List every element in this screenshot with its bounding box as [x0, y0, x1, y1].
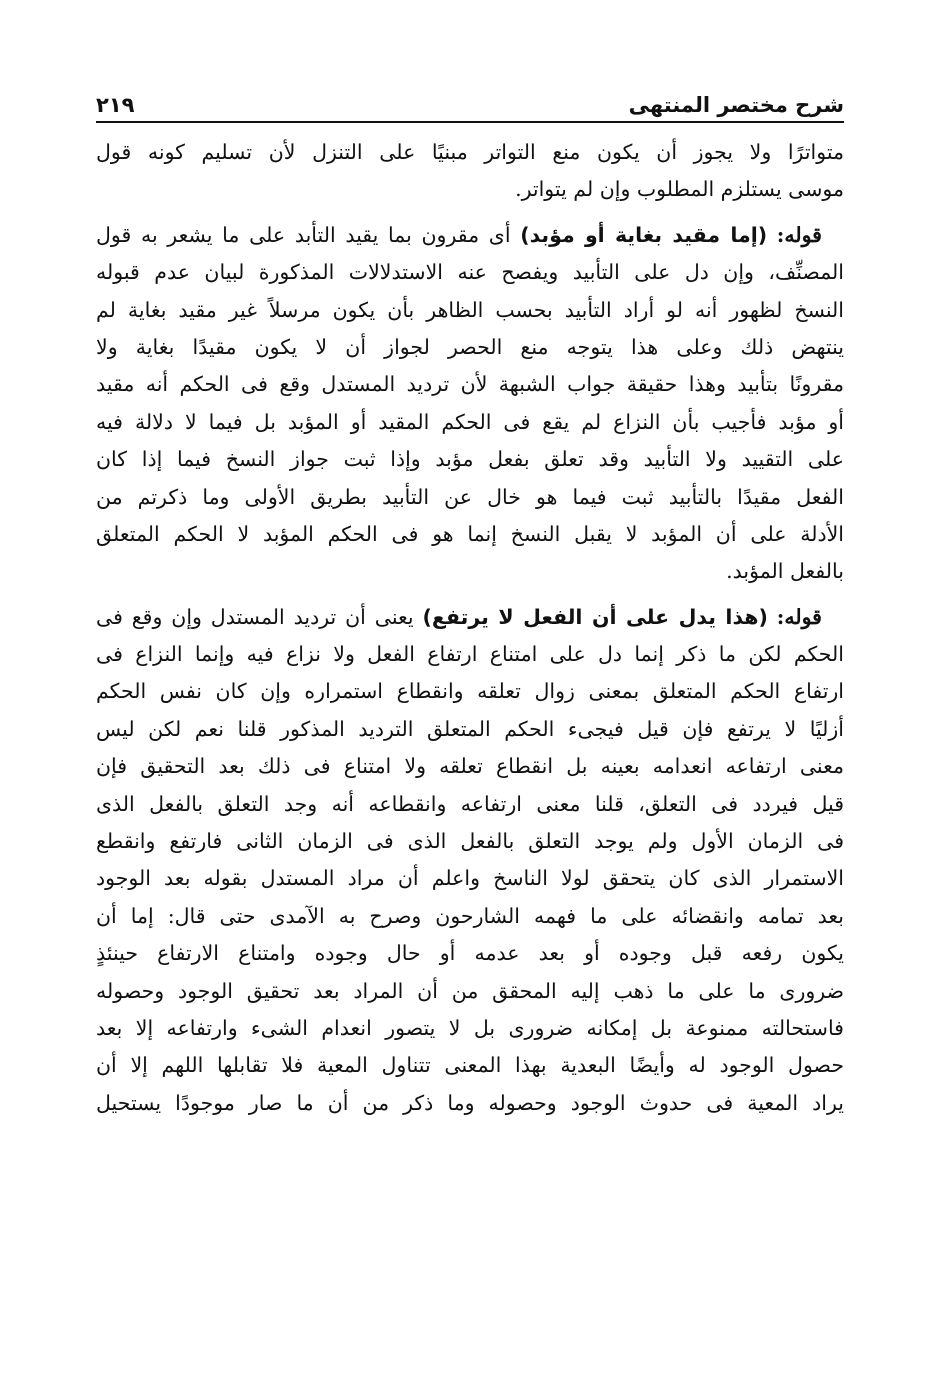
quoted-text: (إما مقيد بغاية أو مؤبد) — [520, 222, 768, 247]
paragraph-3 — [96, 599, 844, 1122]
line-text: يعنى أن ترديد المستدل وإن وقع فى — [96, 604, 414, 629]
text-line: حصول الوجود له وأيضًا البعدية بهذا المعنى تتناول المعية فلا تقابلها اللهم إلا أن — [96, 1053, 844, 1078]
text-line: متواترًا ولا يجوز أن يكون منع التواتر مبنيًا على التنزل لأن تسليم كونه قول — [96, 140, 844, 164]
text-line: فى الزمان الأول ولم يوجد التعلق بالفعل الذى فى الزمان الثانى فارتفع وانقطع — [96, 829, 844, 854]
paragraph-2 — [96, 217, 844, 591]
text-line: موسى يستلزم المطلوب وإن لم يتواتر. — [515, 177, 844, 202]
paragraph-label: قوله: — [776, 604, 822, 629]
body-text — [96, 134, 844, 1130]
text-line: ارتفاع الحكم المتعلق بمعنى زوال تعلقه وانقطاع استمراره وإن كان نفس الحكم — [96, 679, 844, 704]
text-line: الأدلة على أن المؤبد لا يقبل النسخ إنما هو فى الحكم المؤبد لا الحكم المتعلق — [96, 521, 844, 546]
text-line: ضرورى ما على ما ذهب إليه المحقق من أن المراد بعد تحقيق الوجود وحصوله — [96, 978, 844, 1003]
text-line: الحكم لكن ما ذكر إنما دل على امتناع ارتفاع الفعل ولا نزاع فيه وإنما النزاع فى — [96, 642, 844, 667]
line-text: أى مقرون بما يقيد التأبد على ما يشعر به قول — [96, 222, 511, 247]
text-line: فاستحالته ممنوعة بل إمكانه ضرورى بل لا يتصور انعدام الشىء وارتفاعه إلا بعد — [96, 1015, 844, 1040]
paragraph-1 — [96, 134, 844, 209]
text-line: بعد تمامه وانقضائه على ما فهمه الشارحون وصرح به الآمدى حتى قال: إما أن — [96, 903, 844, 928]
text-line: النسخ لظهور أنه لو أراد التأبيد بحسب الظاهر بأن يكون مرسلاً غير مقيد بغاية لم — [96, 297, 844, 322]
text-line: قيل فيردد فى التعلق، قلنا معنى ارتفاعه وانقطاعه أنه وجد التعلق بالفعل الذى — [96, 791, 844, 816]
text-line: ينتهض ذلك وعلى هذا يتوجه منع الحصر لجواز أن لا يكون مقيدًا بغاية ولا — [96, 334, 844, 359]
quoted-text: (هذا يدل على أن الفعل لا يرتفع) — [422, 604, 768, 629]
text-line: المصنِّف، وإن دل على التأبيد ويفصح عنه الاستدلالات المذكورة لبيان عدم قبوله — [96, 260, 844, 285]
text-line: مقرونًا بتأبيد وهذا حقيقة جواب الشبهة لأن ترديد المستدل وقع فى الحكم أنه مقيد — [96, 372, 844, 397]
page-number: ٢١٩ — [96, 93, 135, 117]
text-line: بالفعل المؤبد. — [726, 559, 844, 584]
text-line: على التقييد ولا التأبيد وقد تعلق بفعل مؤبد وإذا ثبت جواز النسخ فيما إذا كان — [96, 447, 844, 472]
running-title: شرح مختصر المنتهى — [628, 93, 844, 117]
paragraph-label: قوله: — [776, 222, 822, 247]
text-line: يراد المعية فى حدوث الوجود وحصوله وما ذكر من أن ما صار موجودًا يستحيل — [96, 1090, 844, 1115]
header-rule — [96, 121, 844, 123]
text-line: الاستمرار الذى كان يتحقق لولا الناسخ واعلم أن مراد المستدل بقوله بعد الوجود — [96, 866, 844, 891]
text-line: معنى ارتفاعه انعدامه بعينه بل انقطاع تعلقه ولا امتناع فى ذلك بعد التحقيق فإن — [96, 754, 844, 779]
text-line — [96, 599, 844, 636]
text-line — [96, 217, 844, 254]
text-line: أو مؤبد فأجيب بأن النزاع لم يقع فى الحكم المقيد أو المؤبد بل فيما لا دلالة فيه — [96, 409, 844, 434]
text-line: يكون رفعه قبل وجوده أو بعد عدمه أو حال وجوده وامتناع الارتفاع حينئذٍ — [96, 941, 844, 966]
text-line: أزليًا لا يرتفع فإن قيل فيجىء الحكم المتعلق الترديد المذكور قلنا نعم لكن ليس — [96, 716, 844, 741]
page-header — [96, 84, 844, 118]
text-line: الفعل مقيدًا بالتأبيد ثبت فيما هو خال عن التأبيد بطريق الأولى وما ذكرتم من — [96, 484, 844, 509]
